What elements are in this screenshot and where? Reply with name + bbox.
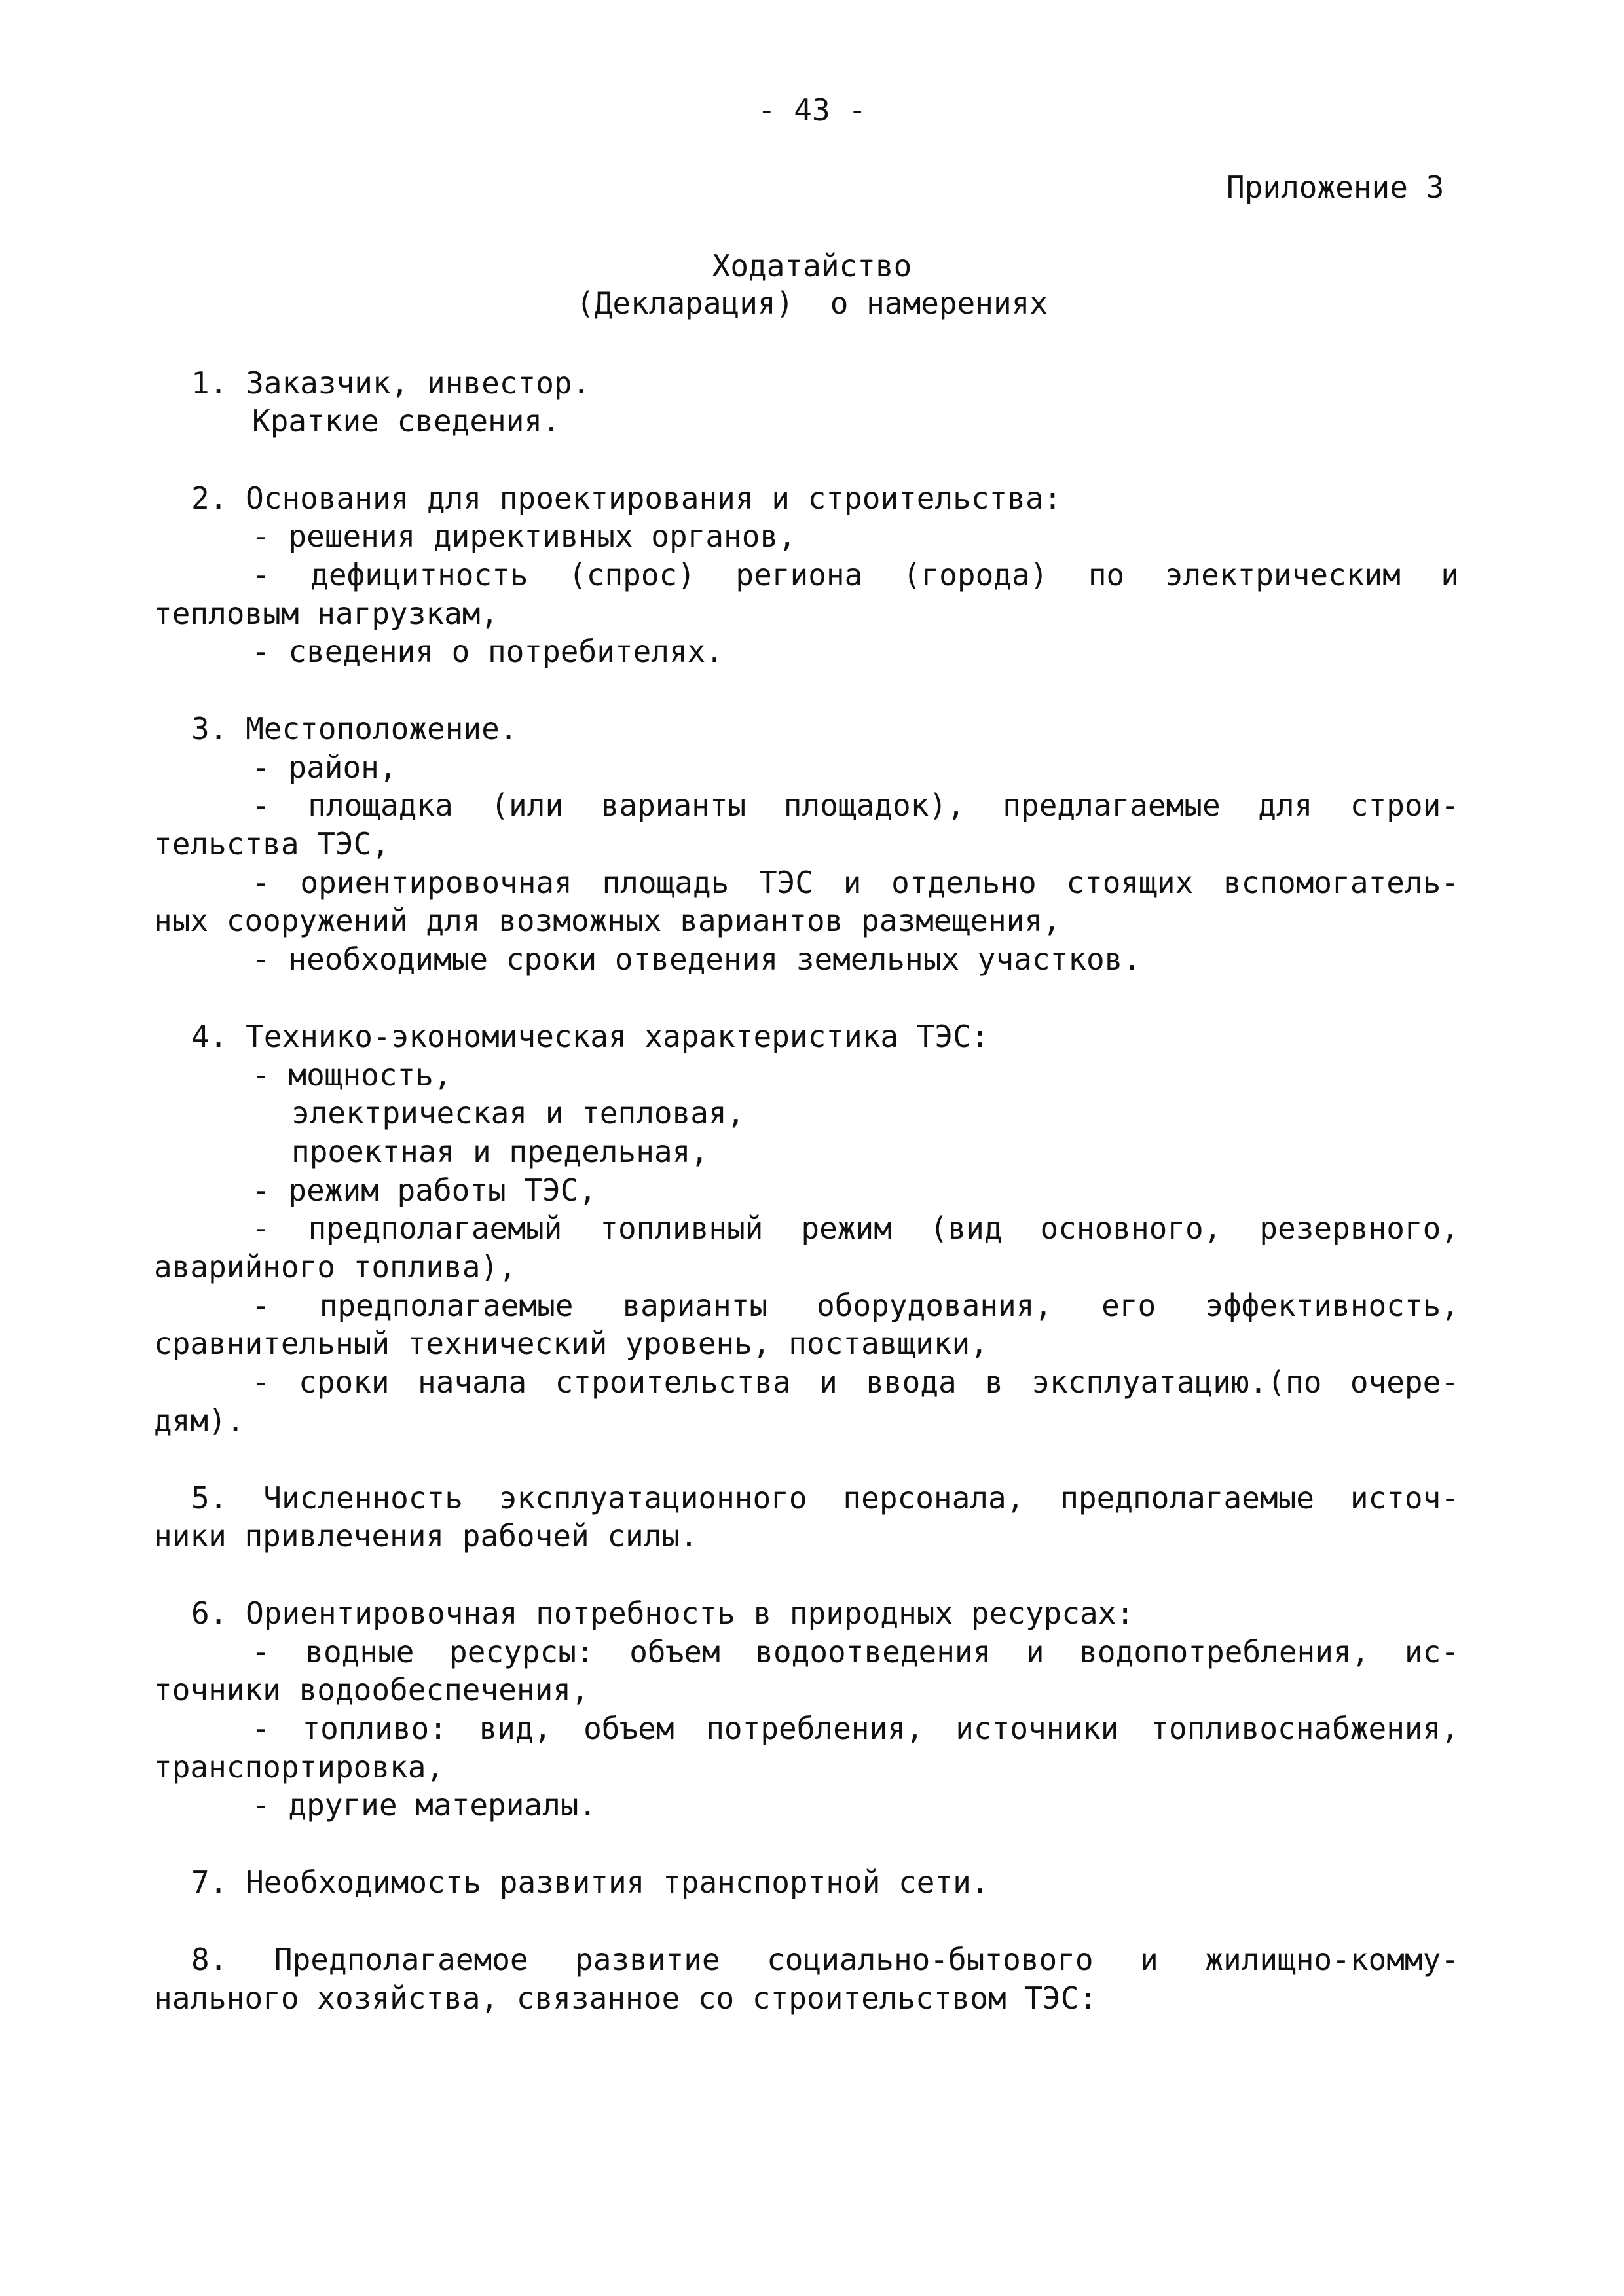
section-2-line: - сведения о потребителях. [252,634,724,669]
section-5-heading: 5. Численность эксплуатационного персонала, предполагаемые источ- [191,1480,1459,1516]
section-7-heading: 7. Необходимость развития транспортной сети. [191,1865,989,1900]
document-subtitle: (Декларация) о намерениях [576,285,1048,321]
section-1-line: Краткие сведения. [252,403,561,439]
document-title: Ходатайство [712,248,912,283]
section-3-line: ных сооружений для возможных вариантов размещения, [154,903,1061,938]
section-3-line: - район, [252,750,397,785]
section-6-line: - другие материалы. [252,1787,597,1823]
section-4-line: - предполагаемые варианты оборудования, его эффективность, [252,1288,1459,1323]
section-2-line: - дефицитность (спрос) региона (города) по электрическим и [252,557,1459,592]
section-6-line: - водные ресурсы: объем водоотведения и водопотребления, ис- [252,1634,1459,1669]
section-4-heading: 4. Технико-экономическая характеристика ТЭС: [191,1019,989,1054]
section-8-line: нального хозяйства, связанное со строительством ТЭС: [154,1980,1098,2016]
section-4-line: - предполагаемый топливный режим (вид основного, резервного, [252,1211,1459,1246]
section-5-line: ники привлечения рабочей силы. [154,1518,698,1554]
section-4-line: проектная и предельная, [291,1134,709,1169]
section-3-line: - площадка (или варианты площадок), предлагаемые для строи- [252,788,1459,823]
section-4-line: дям). [154,1403,245,1438]
section-3-line: - необходимые сроки отведения земельных участков. [252,941,1141,977]
section-4-line: сравнительный технический уровень, поставщики, [154,1326,988,1361]
section-2-line: - решения директивных органов, [252,519,796,554]
section-3-line: - ориентировочная площадь ТЭС и отдельно стоящих вспомогатель- [252,865,1459,900]
section-6-heading: 6. Ориентировочная потребность в природных ресурсах: [191,1595,1135,1631]
section-4-line: - мощность, [252,1057,452,1093]
section-3-heading: 3. Местоположение. [191,711,518,746]
section-6-line: точники водообеспечения, [154,1672,589,1707]
page-number: - 43 - [757,92,867,128]
section-4-line: электрическая и тепловая, [291,1095,745,1131]
section-8-heading: 8. Предполагаемое развитие социально-бытового и жилищно-комму- [191,1942,1459,1977]
section-2-line: тепловым нагрузкам, [154,596,499,631]
appendix-label: Приложение 3 [1227,170,1445,205]
section-6-line: - топливо: вид, объем потребления, источники топливоснабжения, [252,1711,1459,1746]
section-4-line: аварийного топлива), [154,1249,517,1285]
section-3-line: тельства ТЭС, [154,826,390,862]
section-6-line: транспортировка, [154,1749,445,1785]
section-4-line: - сроки начала строительства и ввода в эксплуатацию.(по очере- [252,1364,1459,1400]
section-2-heading: 2. Основания для проектирования и строительства: [191,481,1062,516]
section-1-heading: 1. Заказчик, инвестор. [191,365,591,401]
section-4-line: - режим работы ТЭС, [252,1173,597,1208]
